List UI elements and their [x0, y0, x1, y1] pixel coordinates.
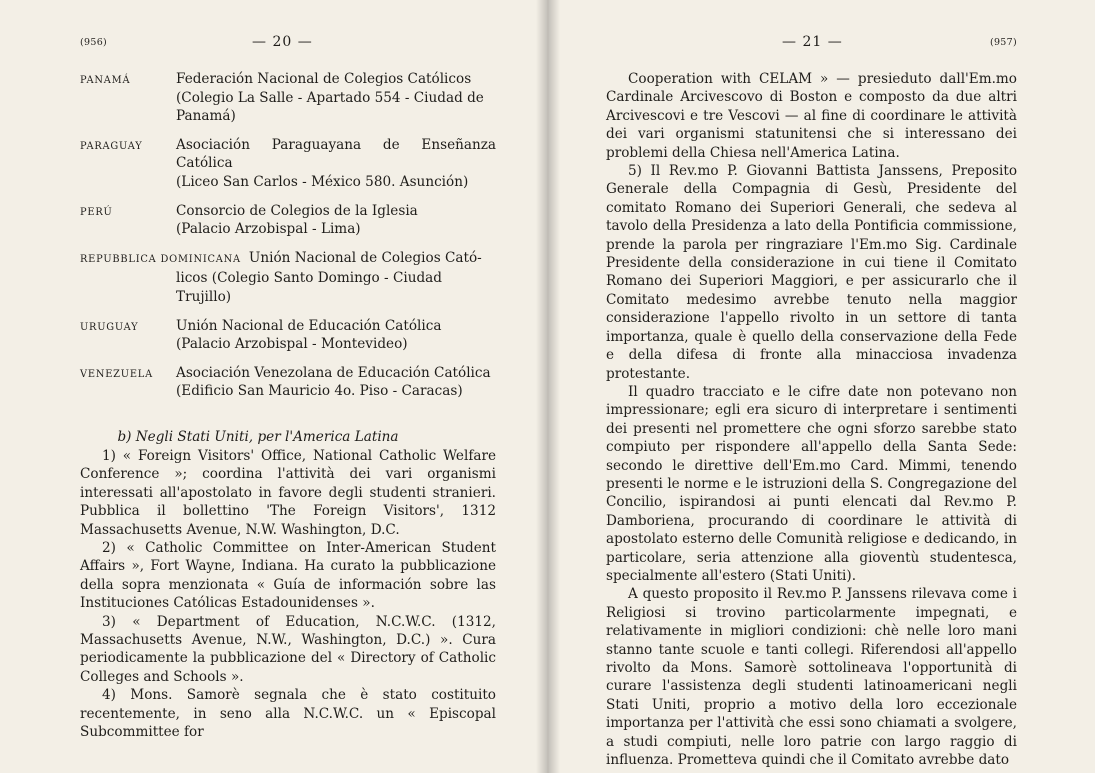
country-directory — [80, 70, 496, 401]
directory-entry — [176, 364, 496, 401]
directory-entry-continued — [80, 269, 496, 306]
body-paragraph: Il quadro tracciato e le cifre date non potevano non impressionare; egli era sicuro di interpretare i sentimenti dei presenti nel promettere che ogni sforzo sarebbe stato compiuto per rispondere all'appello della Santa Sede: secondo le direttive dell'Em.mo Card. Mimmi, tenendo presenti le norme e le istruzioni della S. Congregazione del Concilio, ispirandosi ai punti elencati dal Rev.mo P. Damboriena, procurando di coordinare le attività di apostolato esterno delle Comunità religiose e dedicando, in particolare, seria attenzione alla gioventù studentesca, specialmente all'estero (Stati Uniti). — [606, 383, 1017, 584]
body-paragraph: Cooperation with CELAM » — presieduto dall'Em.mo Cardinale Arcivescovo di Boston e composto da due altri Arcivescovi e tre Vescovi — al fine di coordinare le attività dei vari organismi statunitensi che si interessano dei problemi della Chiesa nell'America Latina. — [606, 71, 1017, 161]
entry-line: Asociación Venezolana de Educación Católica — [176, 364, 491, 381]
right-page-header — [606, 34, 1017, 56]
entry-line: Consorcio de Colegios de la Iglesia — [176, 202, 418, 219]
country-name: PARAGUAY — [80, 140, 143, 152]
left-page-number: — 20 — — [252, 34, 313, 50]
entry-line: (Edificio San Mauricio 4o. Piso - Caracas) — [176, 383, 463, 400]
directory-entry — [176, 202, 496, 239]
country-name: PERÚ — [80, 206, 113, 218]
directory-entry — [249, 249, 496, 270]
right-bracket-number: (957) — [989, 37, 1017, 48]
entry-line: Panamá) — [176, 108, 236, 125]
entry-line: (Colegio La Salle - Apartado 554 - Ciudad de — [176, 89, 484, 106]
body-paragraph: 4) Mons. Samorè segnala che è stato costituito recentemente, in seno alla N.C.W.C. un « Episcopal Subcommittee for — [80, 687, 496, 740]
entry-line: (Palacio Arzobispal - Lima) — [176, 221, 361, 238]
directory-row — [80, 70, 496, 126]
entry-line: Asociación Paraguayana de Enseñanza Católica — [176, 136, 496, 172]
entry-line: Unión Nacional de Colegios Cató- — [248, 249, 482, 266]
entry-line: (Palacio Arzobispal - Montevideo) — [176, 336, 408, 353]
entry-line: licos — [176, 270, 208, 287]
left-bracket-number: (956) — [80, 37, 108, 48]
directory-row — [80, 364, 496, 401]
body-paragraph: 1) « Foreign Visitors' Office, National Catholic Welfare Conference »; coordina l'attività dei vari organismi interessati all'apostolato in favore degli studenti stranieri. Pubblica il bollettino 'The Foreign Visitors', 1312 Massachusetts Avenue, N.W. Washington, D.C. — [80, 447, 496, 538]
body-paragraph: 5) Il Rev.mo P. Giovanni Battista Janssens, Preposito Generale della Compagnia di Gesù, Presidente del comitato Romano dei Superiori Generali, che sedeva al tavolo della Presidenza a lato della Pontificia commissione, prende la parola per ringraziare l'Em.mo Sig. Cardinale Presidente della considerazione in cui tiene il Comitato Romano dei Superiori Maggiori, e per assicurarlo che il Comitato medesimo avrebbe tenuto nella maggior considerazione l'appello rivolto in un settore di tanta importanza, quale è quello della conservazione della Fede e della difesa di fronte alla minacciosa invadenza protestante. — [606, 163, 1017, 382]
directory-row — [80, 317, 496, 354]
directory-entry — [176, 317, 496, 354]
country-name: URUGUAY — [80, 321, 139, 333]
entry-line: (Colegio Santo Domingo - Ciudad Trujillo) — [176, 270, 442, 305]
directory-entry — [176, 70, 496, 126]
body-paragraph: A questo proposito il Rev.mo P. Janssens rilevava come i Religiosi si trovino particolarmente impegnati, e relativamente in migliori condizioni: chè nelle loro mani stanno tante scuole e tanti collegi. Riferendosi all'appello rivolto da Mons. Samorè sottolineava l'opportunità di curare l'assistenza degli studenti latinoamericani negli Stati Uniti, proprio a motivo della loro eccezionale importanza per l'attività che essi sono chiamati a svolgere, a studi compiuti, nelle loro patrie con largo raggio di influenza. Prometteva quindi che il Comitato avrebbe dato — [606, 586, 1017, 769]
right-page — [548, 0, 1095, 773]
book-gutter-shadow — [536, 0, 560, 773]
entry-line: (Liceo San Carlos - México 580. Asunción) — [176, 173, 469, 190]
section-subheading: b) Negli Stati Uniti, per l'America Latina — [117, 428, 399, 445]
right-page-number: — 21 — — [782, 34, 843, 50]
country-name: REPUBBLICA DOMINICANA — [80, 253, 241, 265]
directory-row — [80, 249, 496, 307]
left-page-header — [80, 34, 496, 56]
entry-line: Federación Nacional de Colegios Católicos — [176, 71, 472, 87]
body-paragraph: 3) « Department of Education, N.C.W.C. (1312, Massachusetts Avenue, N.W., Washington, D.C.) ». Cura periodicamente la pubblicazione del « Directory of Catholic Colleges and Schools ». — [80, 613, 496, 685]
country-name: PANAMÁ — [80, 75, 131, 86]
entry-line: Unión Nacional de Educación Católica — [176, 317, 442, 334]
directory-entry — [176, 136, 496, 192]
directory-row — [80, 202, 496, 239]
country-name: VENEZUELA — [80, 368, 153, 380]
body-paragraph: 2) « Catholic Committee on Inter-American Student Affairs », Fort Wayne, Indiana. Ha curato la pubblicazione della sopra menzionata « Guía de información sobre las Instituciones Católicas Estadounidenses ». — [80, 539, 496, 612]
directory-row — [80, 136, 496, 192]
